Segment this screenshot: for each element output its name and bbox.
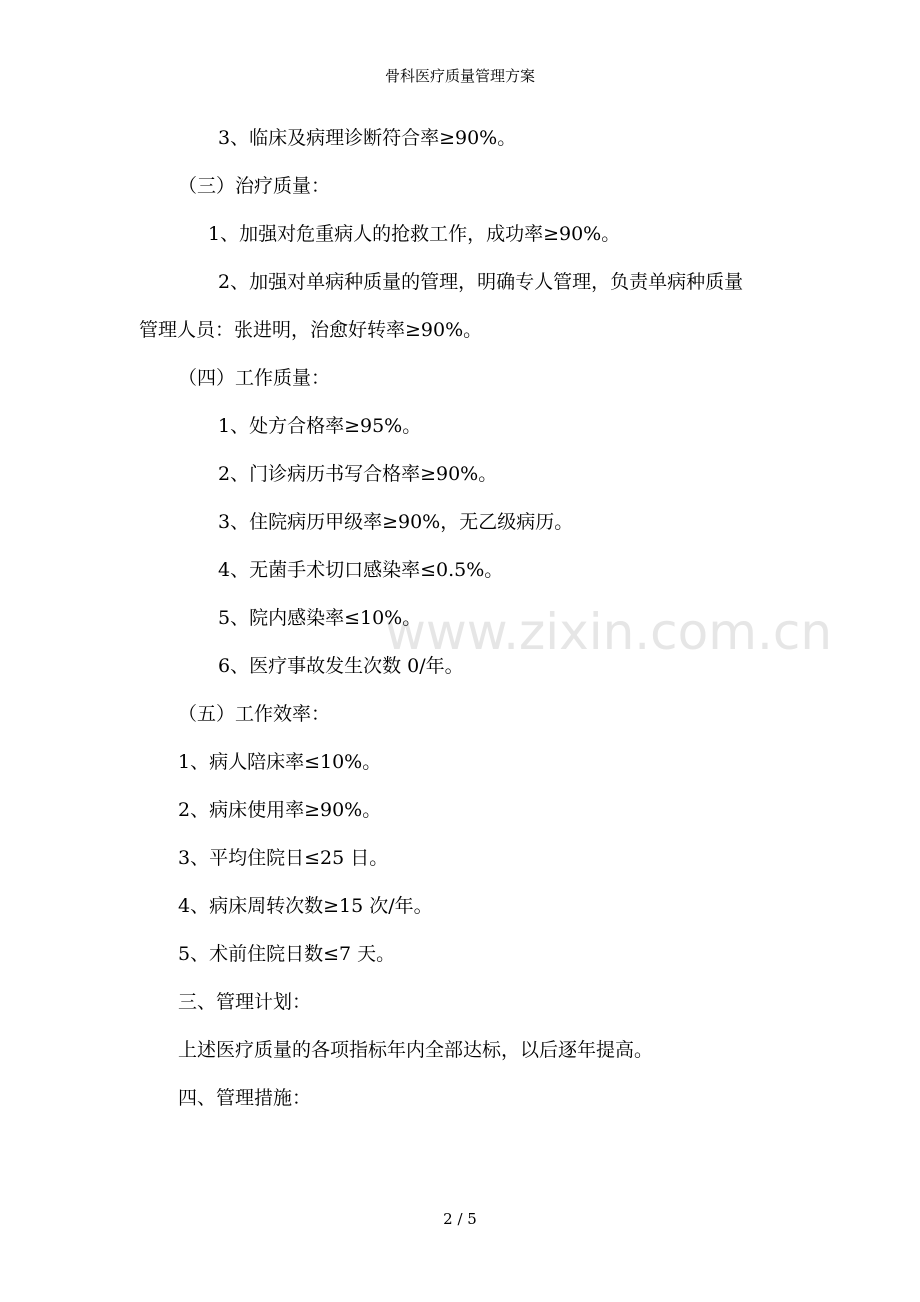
body-line: 1、病人陪床率≤10%。 [178, 751, 382, 773]
section-heading: 四、管理措施： [178, 1087, 312, 1109]
body-line: 5、院内感染率≤10%。 [218, 607, 422, 629]
body-line: 2、加强对单病种质量的管理，明确专人管理，负责单病种质量 [218, 271, 744, 293]
body-line: 5、术前住院日数≤7 天。 [178, 943, 396, 965]
section-heading: （四）工作质量： [178, 367, 331, 389]
body-line: 4、病床周转次数≥15 次/年。 [178, 895, 433, 917]
body-line: 上述医疗质量的各项指标年内全部达标，以后逐年提高。 [178, 1039, 654, 1061]
body-line: 1、加强对危重病人的抢救工作，成功率≥90%。 [208, 223, 621, 245]
section-heading: （三）治疗质量： [178, 175, 331, 197]
body-line: 2、病床使用率≥90%。 [178, 799, 382, 821]
body-line: 2、门诊病历书写合格率≥90%。 [218, 463, 498, 485]
body-line: 6、医疗事故发生次数 0/年。 [218, 655, 464, 677]
body-line: 3、临床及病理诊断符合率≥90%。 [218, 127, 517, 149]
body-line: 4、无菌手术切口感染率≤0.5%。 [218, 559, 504, 581]
section-heading: 三、管理计划： [178, 991, 312, 1013]
body-line: 3、住院病历甲级率≥90%，无乙级病历。 [218, 511, 574, 533]
section-heading: （五）工作效率： [178, 703, 331, 725]
page-header-title: 骨科医疗质量管理方案 [384, 67, 535, 85]
body-line: 3、平均住院日≤25 日。 [178, 847, 389, 869]
body-line: 管理人员：张进明，治愈好转率≥90%。 [139, 319, 483, 341]
watermark: www.zixin.com.cn [385, 603, 833, 661]
page-number: 2 / 5 [443, 1210, 477, 1228]
body-line: 1、处方合格率≥95%。 [218, 415, 422, 437]
